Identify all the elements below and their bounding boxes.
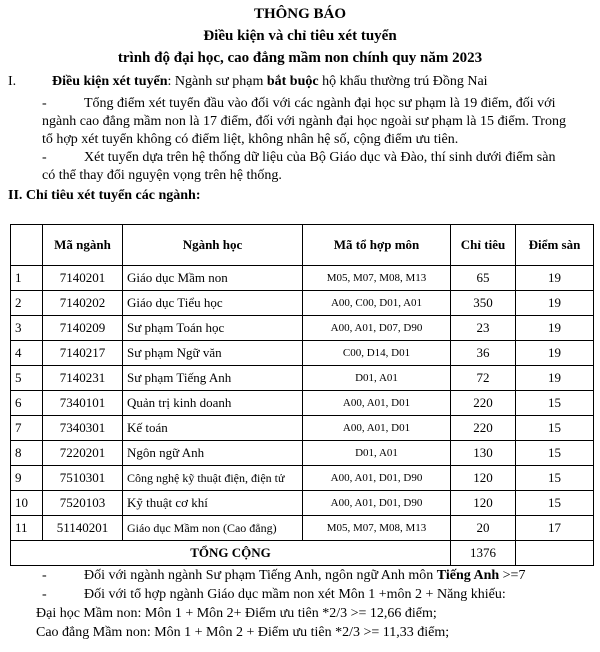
formula-college: Cao đẳng Mầm non: Môn 1 + Môn 2 + Điểm ưu tiên *2/3 >= 11,33 điểm; bbox=[36, 625, 450, 640]
row-quota: 120 bbox=[451, 491, 516, 516]
bullet1-line1: Tổng điểm xét tuyển đầu vào đối với các ngành đại học sư phạm là 19 điểm, đối với bbox=[84, 96, 556, 111]
formula-university: Đại học Mầm non: Môn 1 + Môn 2+ Điểm ưu tiên *2/3 >= 12,66 điểm; bbox=[36, 606, 437, 621]
row-quota: 350 bbox=[451, 291, 516, 316]
row-code: 7510301 bbox=[43, 466, 123, 491]
row-index: 1 bbox=[11, 266, 43, 291]
row-code: 7340301 bbox=[43, 416, 123, 441]
bullet1-line3: tổ hợp xét tuyển không có điểm liệt, không nhân hệ số, cộng điểm ưu tiên. bbox=[42, 132, 459, 147]
row-index: 8 bbox=[11, 441, 43, 466]
row-index: 10 bbox=[11, 491, 43, 516]
row-min-score: 19 bbox=[516, 266, 594, 291]
table-row bbox=[11, 441, 594, 466]
row-min-score: 19 bbox=[516, 291, 594, 316]
note1-text: Đối với ngành ngành Sư phạm Tiếng Anh, ngôn ngữ Anh môn bbox=[84, 568, 437, 583]
row-min-score: 15 bbox=[516, 416, 594, 441]
page-subtitle: Điều kiện và chỉ tiêu xét tuyển bbox=[203, 28, 397, 44]
page-title: THÔNG BÁO bbox=[253, 6, 347, 22]
row-code: 7140201 bbox=[43, 266, 123, 291]
footer-note2: Đối với tổ hợp ngành Giáo dục mầm non xét Môn 1 +môn 2 + Năng khiếu: bbox=[84, 587, 506, 602]
row-code: 7340101 bbox=[43, 391, 123, 416]
row-subject-group: A00, A01, D01, D90 bbox=[303, 466, 451, 491]
bullet-dash: - bbox=[42, 96, 47, 111]
bullet-dash: - bbox=[42, 150, 47, 165]
row-subject-group: A00, A01, D01 bbox=[303, 391, 451, 416]
header-code: Mã ngành bbox=[43, 225, 123, 266]
row-subject-group: M05, M07, M08, M13 bbox=[303, 266, 451, 291]
table-row bbox=[11, 391, 594, 416]
row-min-score: 15 bbox=[516, 466, 594, 491]
row-min-score: 15 bbox=[516, 491, 594, 516]
row-quota: 220 bbox=[451, 416, 516, 441]
bullet1-line2: ngành cao đẳng mầm non là 17 điểm, đối với ngành đại học ngoài sư phạm là 15 điểm. Trong bbox=[42, 114, 566, 129]
row-subject-group: C00, D14, D01 bbox=[303, 341, 451, 366]
row-index: 11 bbox=[11, 516, 43, 541]
section1-heading bbox=[52, 74, 488, 90]
row-min-score: 19 bbox=[516, 316, 594, 341]
header-major: Ngành học bbox=[123, 225, 303, 266]
table-total-row bbox=[11, 541, 594, 566]
row-major: Giáo dục Mầm non bbox=[123, 266, 303, 291]
row-min-score: 17 bbox=[516, 516, 594, 541]
row-quota: 72 bbox=[451, 366, 516, 391]
table-row bbox=[11, 366, 594, 391]
admission-table bbox=[10, 224, 594, 566]
row-code: 7140217 bbox=[43, 341, 123, 366]
section2-heading: II. Chỉ tiêu xét tuyển các ngành: bbox=[8, 188, 201, 203]
row-subject-group: D01, A01 bbox=[303, 441, 451, 466]
section1-label: Điều kiện xét tuyển bbox=[52, 74, 168, 89]
bullet2-line1: Xét tuyển dựa trên hệ thống dữ liệu của Bộ Giáo dục và Đào, thí sinh dưới điểm sàn bbox=[84, 150, 556, 165]
row-index: 4 bbox=[11, 341, 43, 366]
row-major: Sư phạm Tiếng Anh bbox=[123, 366, 303, 391]
note1-bold: Tiếng Anh bbox=[436, 568, 500, 583]
row-index: 2 bbox=[11, 291, 43, 316]
row-code: 7220201 bbox=[43, 441, 123, 466]
section1-text-after: hộ khẩu thường trú Đồng Nai bbox=[318, 74, 488, 89]
row-min-score: 15 bbox=[516, 391, 594, 416]
page-subtitle-2: trình độ đại học, cao đẳng mầm non chính quy năm 2023 bbox=[117, 50, 483, 66]
table-row bbox=[11, 416, 594, 441]
row-quota: 23 bbox=[451, 316, 516, 341]
row-quota: 20 bbox=[451, 516, 516, 541]
table-row bbox=[11, 466, 594, 491]
row-major: Kế toán bbox=[123, 416, 303, 441]
total-empty-cell bbox=[516, 541, 594, 566]
table-row bbox=[11, 491, 594, 516]
row-index: 9 bbox=[11, 466, 43, 491]
row-quota: 120 bbox=[451, 466, 516, 491]
row-quota: 36 bbox=[451, 341, 516, 366]
section1-text-before: : Ngành sư phạm bbox=[167, 74, 267, 89]
bullet-dash: - bbox=[42, 587, 47, 602]
row-major: Giáo dục Tiểu học bbox=[123, 291, 303, 316]
bullet2-line2: có thể thay đổi nguyện vọng trên hệ thống. bbox=[42, 168, 282, 183]
table-row bbox=[11, 316, 594, 341]
table-row bbox=[11, 341, 594, 366]
row-major: Công nghệ kỹ thuật điện, điện tử bbox=[123, 466, 303, 491]
row-index: 5 bbox=[11, 366, 43, 391]
row-major: Sư phạm Toán học bbox=[123, 316, 303, 341]
header-quota: Chỉ tiêu bbox=[451, 225, 516, 266]
row-code: 7140231 bbox=[43, 366, 123, 391]
row-index: 6 bbox=[11, 391, 43, 416]
table-header-row bbox=[11, 225, 594, 266]
row-subject-group: A00, A01, D01 bbox=[303, 416, 451, 441]
row-index: 3 bbox=[11, 316, 43, 341]
note1-end: >=7 bbox=[499, 568, 526, 583]
table-row bbox=[11, 266, 594, 291]
row-subject-group: A00, A01, D01, D90 bbox=[303, 491, 451, 516]
row-subject-group: D01, A01 bbox=[303, 366, 451, 391]
row-code: 7140209 bbox=[43, 316, 123, 341]
row-subject-group: M05, M07, M08, M13 bbox=[303, 516, 451, 541]
row-quota: 130 bbox=[451, 441, 516, 466]
row-major: Ngôn ngữ Anh bbox=[123, 441, 303, 466]
table-row bbox=[11, 516, 594, 541]
row-min-score: 15 bbox=[516, 441, 594, 466]
total-value: 1376 bbox=[451, 541, 516, 566]
row-code: 7140202 bbox=[43, 291, 123, 316]
row-code: 51140201 bbox=[43, 516, 123, 541]
row-major: Kỹ thuật cơ khí bbox=[123, 491, 303, 516]
row-subject-group: A00, C00, D01, A01 bbox=[303, 291, 451, 316]
row-major: Quản trị kinh doanh bbox=[123, 391, 303, 416]
header-stt bbox=[11, 225, 43, 266]
table-row bbox=[11, 291, 594, 316]
section1-bold-word: bắt buộc bbox=[266, 74, 319, 89]
total-label: TỔNG CỘNG bbox=[11, 541, 451, 566]
row-index: 7 bbox=[11, 416, 43, 441]
row-subject-group: A00, A01, D07, D90 bbox=[303, 316, 451, 341]
footer-note1 bbox=[84, 568, 525, 584]
row-min-score: 19 bbox=[516, 366, 594, 391]
bullet-dash: - bbox=[42, 568, 47, 583]
row-quota: 65 bbox=[451, 266, 516, 291]
row-code: 7520103 bbox=[43, 491, 123, 516]
header-min-score: Điểm sàn bbox=[516, 225, 594, 266]
row-major: Sư phạm Ngữ văn bbox=[123, 341, 303, 366]
row-major: Giáo dục Mầm non (Cao đẳng) bbox=[123, 516, 303, 541]
section1-numeral: I. bbox=[8, 74, 17, 89]
row-quota: 220 bbox=[451, 391, 516, 416]
row-min-score: 19 bbox=[516, 341, 594, 366]
header-subject-group: Mã tổ hợp môn bbox=[303, 225, 451, 266]
